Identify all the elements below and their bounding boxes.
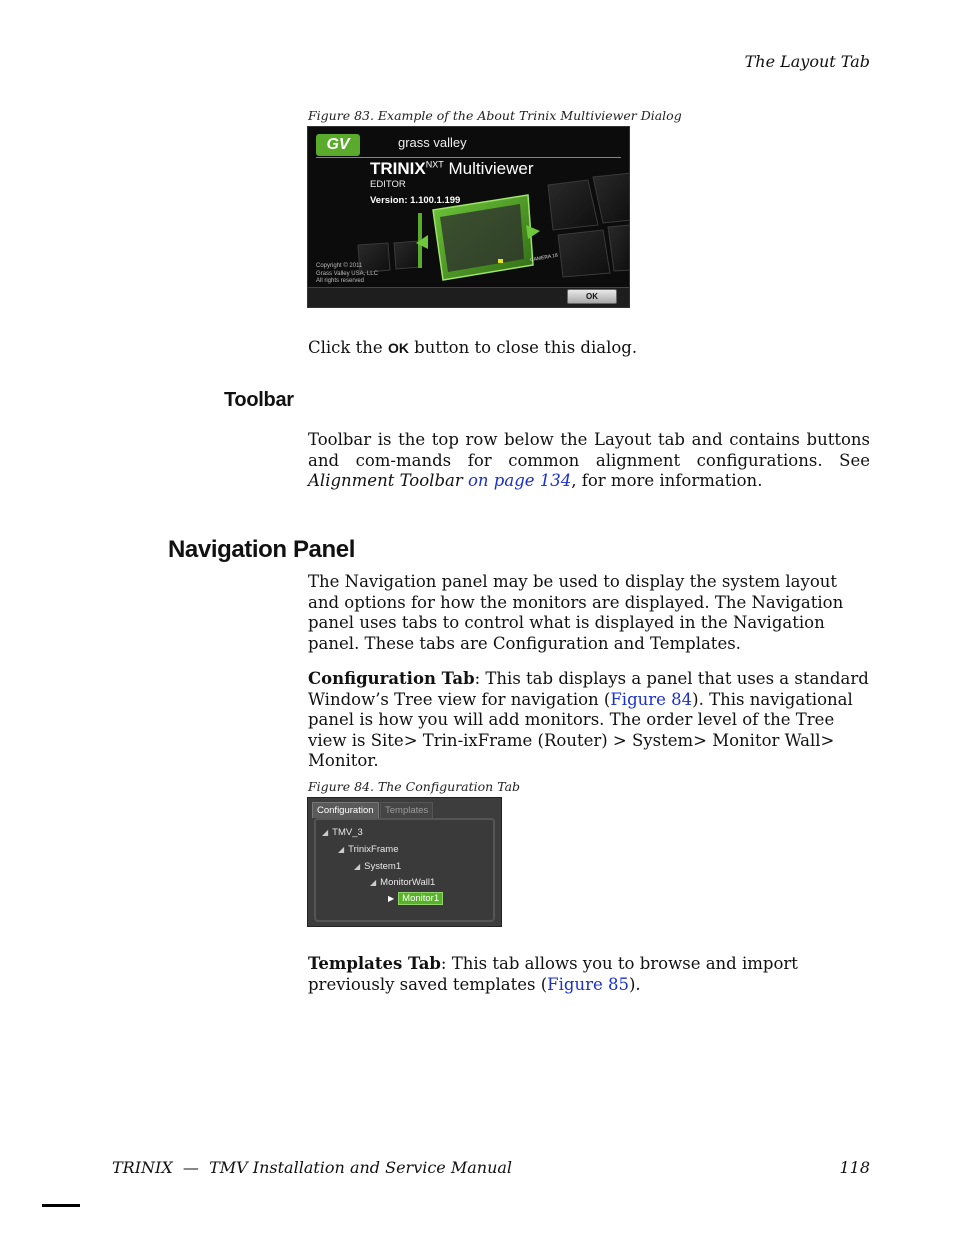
text-span: , for more information. (571, 471, 763, 490)
expanded-triangle-icon: ◢ (354, 862, 361, 871)
edition-label: EDITOR (370, 179, 406, 190)
product-title (370, 159, 534, 179)
expanded-triangle-icon: ◢ (322, 828, 329, 837)
running-head: The Layout Tab (744, 52, 870, 71)
expanded-triangle-icon: ◢ (370, 878, 377, 887)
ok-button-reference: OK (387, 340, 409, 356)
templates-tab-label: Templates Tab (308, 954, 441, 973)
expanded-triangle-icon: ◢ (338, 845, 345, 854)
text-span: ). This navigational panel is how you will add monitors. The order level of the Tree view is Site> Trin-ixFrame (Router) > System> Monitor Wall> Monitor. (308, 689, 853, 770)
templates-tab-paragraph (308, 954, 870, 995)
configuration-tree (314, 818, 495, 922)
copyright-line: All rights reserved (316, 278, 365, 284)
text-span: ). (628, 974, 641, 994)
product-name: TRINIX (370, 159, 426, 178)
tab-templates[interactable]: Templates (380, 802, 433, 818)
tree-node-system1[interactable] (354, 861, 401, 872)
tree-node-tmv[interactable] (322, 827, 363, 838)
footer-title: TRINIX — TMV Installation and Service Manual (112, 1158, 513, 1177)
page-number: 118 (839, 1158, 870, 1177)
figure-85-link[interactable]: Figure 85 (547, 974, 629, 994)
product-superscript: NXT (425, 159, 444, 170)
tree-node-trinixframe[interactable] (338, 844, 398, 855)
text-span: : This tab allows you to browse and import previously saved templates ( (308, 954, 798, 994)
configuration-tab-label: Configuration Tab (308, 669, 475, 688)
ok-button[interactable]: OK (567, 289, 617, 304)
text-span: Toolbar is the top row below the Layout tab and contains buttons and com-mands for common alignment configurations. See (308, 430, 870, 470)
figure-84-link[interactable]: Figure 84 (610, 689, 693, 709)
footer-rule (42, 1204, 80, 1207)
configuration-tab-paragraph (308, 669, 870, 772)
alignment-toolbar-ref: Alignment Toolbar (308, 471, 463, 490)
tree-node-label: System1 (364, 861, 402, 872)
text-span: Click the (308, 338, 388, 357)
version-line (370, 195, 460, 206)
camera-label: CAMERA 18 (529, 252, 559, 264)
figure-84-caption: Figure 84. The Configuration Tab (308, 779, 521, 794)
product-suffix: Multiviewer (448, 159, 534, 178)
page-134-link[interactable]: on page 134 (467, 471, 572, 490)
text-span: : This tab displays a panel that uses a standard Window’s Tree view for navigation ( (308, 669, 869, 709)
grass-valley-logo: GV (316, 134, 360, 156)
tree-node-label: TrinixFrame (348, 844, 399, 855)
about-dialog-figure (307, 126, 630, 308)
collapsed-triangle-icon: ▶ (388, 894, 395, 903)
tab-configuration[interactable]: Configuration (312, 802, 379, 818)
toolbar-heading: Toolbar (224, 389, 294, 411)
brand-name: grass valley (398, 135, 467, 150)
version-label: Version: (370, 195, 408, 206)
figure-83-caption: Figure 83. Example of the About Trinix Multiviewer Dialog (308, 108, 682, 123)
copyright-line: Copyright © 2011 (316, 263, 363, 269)
click-ok-paragraph (308, 338, 870, 359)
copyright-block (316, 263, 378, 286)
tree-node-monitor1[interactable] (388, 893, 443, 904)
tree-node-monitorwall1[interactable] (370, 877, 435, 888)
toolbar-paragraph (308, 430, 870, 492)
brand-rule (316, 157, 621, 158)
navigation-paragraph (308, 572, 870, 654)
tree-node-label: TMV_3 (332, 827, 363, 838)
tree-node-label: MonitorWall1 (380, 877, 436, 888)
text-span: button to close this dialog. (408, 338, 638, 357)
copyright-line: Grass Valley USA, LLC (316, 270, 378, 277)
configuration-tab-figure (307, 797, 502, 927)
navigation-text: The Navigation panel may be used to display the system layout and options for how the monitors are displayed. The Navigation panel uses tabs to control what is displayed in the Navigation panel. These tabs are Configuration and Templates. (308, 572, 844, 653)
navigation-panel-heading: Navigation Panel (168, 536, 355, 563)
tree-node-label: Monitor1 (398, 892, 443, 905)
version-value: 1.100.1.199 (410, 195, 461, 206)
